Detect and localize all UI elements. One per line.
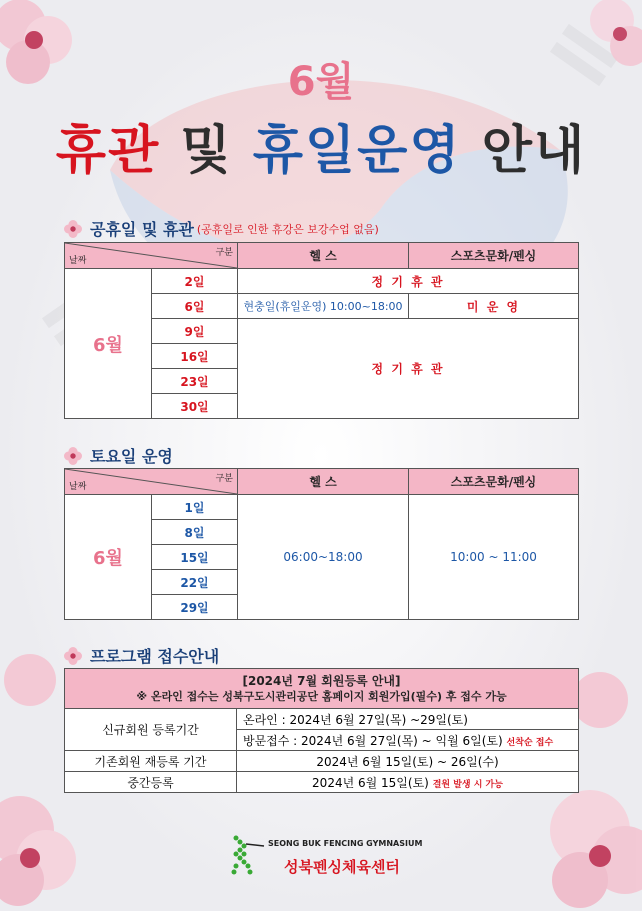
existing-member-label: 기존회원 재등록 기간 — [65, 751, 237, 772]
table-corner-header — [65, 469, 238, 495]
gym-hours-cell: 06:00~18:00 — [238, 495, 409, 620]
regular-closure-cell: 정 기 휴 관 — [238, 319, 579, 419]
title-guide: 안내 — [481, 121, 587, 181]
registration-header — [65, 669, 579, 709]
day-cell: 16일 — [152, 344, 238, 369]
table-corner-header — [65, 243, 238, 269]
new-member-visit — [237, 730, 579, 751]
month-title: 6월 — [287, 59, 355, 105]
day-cell: 6일 — [152, 294, 238, 319]
section-holidays-heading — [64, 217, 379, 240]
month-cell: 6월 — [65, 269, 152, 419]
section-holidays-title: 공휴일 및 휴관 — [90, 220, 194, 239]
sports-column-header: 스포츠문화/펜싱 — [409, 469, 579, 495]
title-and: 및 — [180, 121, 233, 181]
hibiscus-icon — [64, 220, 82, 238]
vacancy-tag: 결원 발생 시 가능 — [432, 779, 503, 790]
month-cell: 6월 — [65, 495, 152, 620]
logo-korean-name: 성북펜싱체육센터 — [284, 858, 400, 876]
registration-table — [64, 668, 579, 793]
day-cell: 8일 — [152, 520, 238, 545]
saturday-table — [64, 468, 579, 620]
date-label: 날짜 — [69, 256, 87, 266]
section-program-title: 프로그램 접수안내 — [90, 647, 220, 666]
title-closure: 휴관 — [55, 121, 161, 181]
day-cell: 22일 — [152, 570, 238, 595]
section-saturday-heading — [64, 444, 173, 467]
regular-closure-cell: 정 기 휴 관 — [238, 269, 579, 294]
gym-column-header: 헬 스 — [238, 243, 409, 269]
new-member-label: 신규회원 등록기간 — [65, 709, 237, 751]
section-holidays-note: (공휴일로 인한 휴강은 보강수업 없음) — [196, 222, 379, 236]
category-label: 구분 — [215, 248, 233, 258]
section-saturday-title: 토요일 운영 — [90, 447, 173, 466]
mid-registration-label: 중간등록 — [65, 772, 237, 793]
mid-registration-date: 2024년 6월 15일(토) — [312, 775, 429, 790]
logo-english-name: SEONG BUK FENCING GYMNASIUM — [268, 839, 423, 848]
day-cell: 15일 — [152, 545, 238, 570]
section-program-heading — [64, 644, 219, 667]
day-cell: 30일 — [152, 394, 238, 419]
hibiscus-icon — [64, 647, 82, 665]
mid-registration-value — [237, 772, 579, 793]
holidays-table — [64, 242, 579, 419]
category-label: 구분 — [215, 474, 233, 484]
existing-member-period: 2024년 6월 15일(토) ~ 26일(수) — [237, 751, 579, 772]
new-member-visit-text: 방문접수 : 2024년 6월 27일(목) ~ 익월 6일(토) — [243, 733, 503, 748]
hibiscus-icon — [64, 447, 82, 465]
new-member-online: 온라인 : 2024년 6월 27일(목) ~29일(토) — [237, 709, 579, 730]
day-cell: 29일 — [152, 595, 238, 620]
gym-column-header: 헬 스 — [238, 469, 409, 495]
registration-header-title: [2024년 7월 회원등록 안내] — [242, 673, 401, 688]
page-title — [0, 108, 642, 183]
not-operating-cell: 미 운 영 — [409, 294, 579, 319]
title-holiday-operation: 휴일운영 — [252, 121, 462, 181]
sports-hours-cell: 10:00 ~ 11:00 — [409, 495, 579, 620]
day-cell: 9일 — [152, 319, 238, 344]
first-come-tag: 선착순 접수 — [506, 737, 554, 748]
memorial-day-gym-cell: 현충일(휴일운영) 10:00~18:00 — [238, 294, 409, 319]
day-cell: 1일 — [152, 495, 238, 520]
date-label: 날짜 — [69, 482, 87, 492]
day-cell: 23일 — [152, 369, 238, 394]
day-cell: 2일 — [152, 269, 238, 294]
registration-header-notice: ※ 온라인 접수는 성북구도시관리공단 홈페이지 회원가입(필수) 후 접수 가능 — [136, 689, 507, 703]
sports-column-header: 스포츠문화/펜싱 — [409, 243, 579, 269]
